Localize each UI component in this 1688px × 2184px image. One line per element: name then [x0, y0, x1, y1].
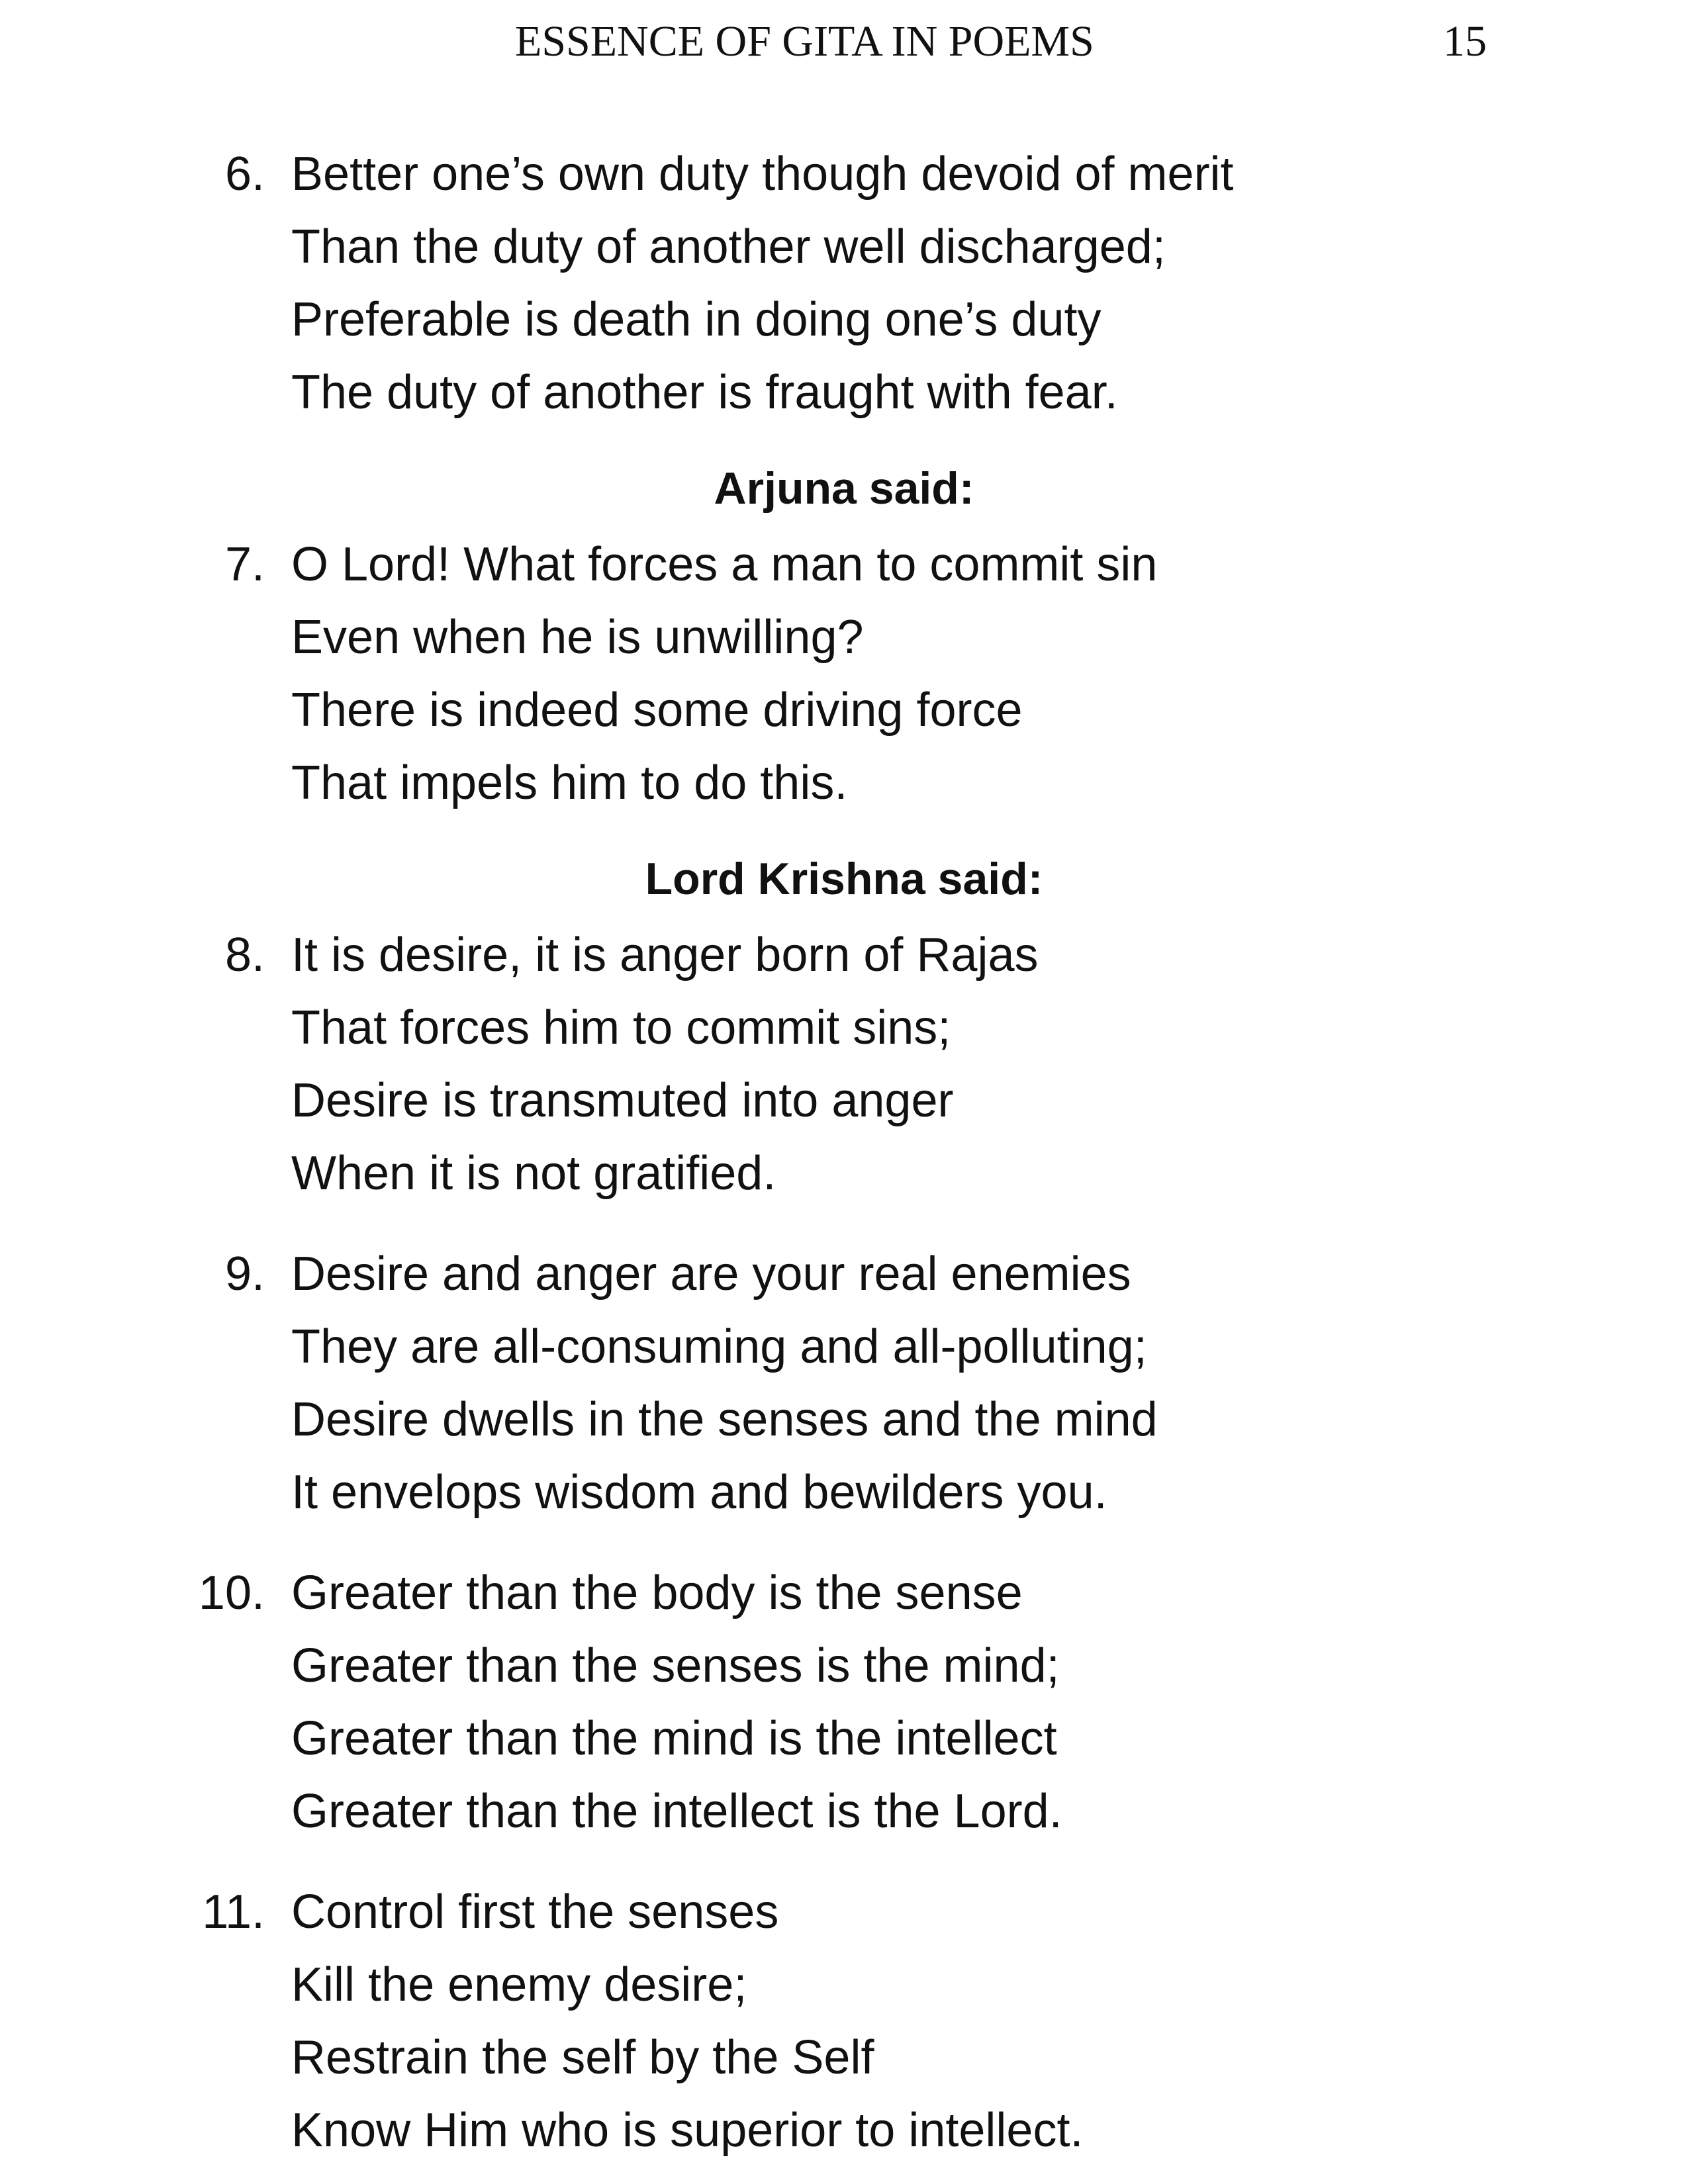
verse-line: Kill the enemy desire; [291, 1958, 747, 2011]
verse-line: That forces him to commit sins; [291, 1001, 951, 1054]
verse-line: Desire and anger are your real enemies [291, 1248, 1131, 1300]
verse-line: They are all-consuming and all-polluting; [291, 1320, 1147, 1373]
verse-number: 11. [202, 1886, 265, 1938]
verse-line: The duty of another is fraught with fear. [291, 366, 1118, 419]
verse-line: There is indeed some driving force [291, 684, 1023, 737]
verse-line: Greater than the intellect is the Lord. [291, 1785, 1062, 1838]
verse-lines [291, 528, 1157, 819]
verse-lines [291, 919, 1039, 1210]
verse-line: When it is not gratified. [291, 1147, 776, 1200]
verse-number: 10. [198, 1567, 265, 1619]
verse-line: O Lord! What forces a man to commit sin [291, 538, 1158, 591]
verse-line: Know Him who is superior to intellect. [291, 2104, 1084, 2157]
verse-lines [291, 1876, 1083, 2167]
verse-lines [291, 138, 1234, 429]
verse-number: 8. [224, 929, 265, 981]
verse-lines [291, 1238, 1158, 1529]
verse-line: Even when he is unwilling? [291, 611, 864, 664]
verse-line: Preferable is death in doing one’s duty [291, 293, 1102, 346]
verse-number: 6. [224, 148, 265, 201]
running-title: ESSENCE OF GITA IN POEMS [515, 17, 1094, 66]
verse-line: Greater than the body is the sense [291, 1567, 1023, 1619]
page-number: 15 [1443, 17, 1487, 66]
verse-line: Restrain the self by the Self [291, 2031, 874, 2084]
verse-line: Than the duty of another well discharged; [291, 220, 1166, 273]
speaker-arjuna: Arjuna said: [714, 463, 974, 514]
verse-line: It envelops wisdom and bewilders you. [291, 1466, 1107, 1519]
speaker-krishna: Lord Krishna said: [645, 854, 1043, 904]
verse-line: That impels him to do this. [291, 756, 848, 809]
verse-number: 9. [224, 1248, 265, 1300]
verse-line: It is desire, it is anger born of Rajas [291, 929, 1039, 981]
verse-line: Greater than the mind is the intellect [291, 1712, 1057, 1765]
verse-line: Desire is transmuted into anger [291, 1074, 954, 1127]
verse-line: Desire dwells in the senses and the mind [291, 1393, 1158, 1446]
verse-number: 7. [224, 538, 265, 591]
running-header [0, 12, 1688, 71]
verse-line: Control first the senses [291, 1886, 779, 1938]
verse-lines [291, 1557, 1062, 1848]
verse-line: Greater than the senses is the mind; [291, 1639, 1060, 1692]
verse-line: Better one’s own duty though devoid of merit [291, 148, 1234, 201]
